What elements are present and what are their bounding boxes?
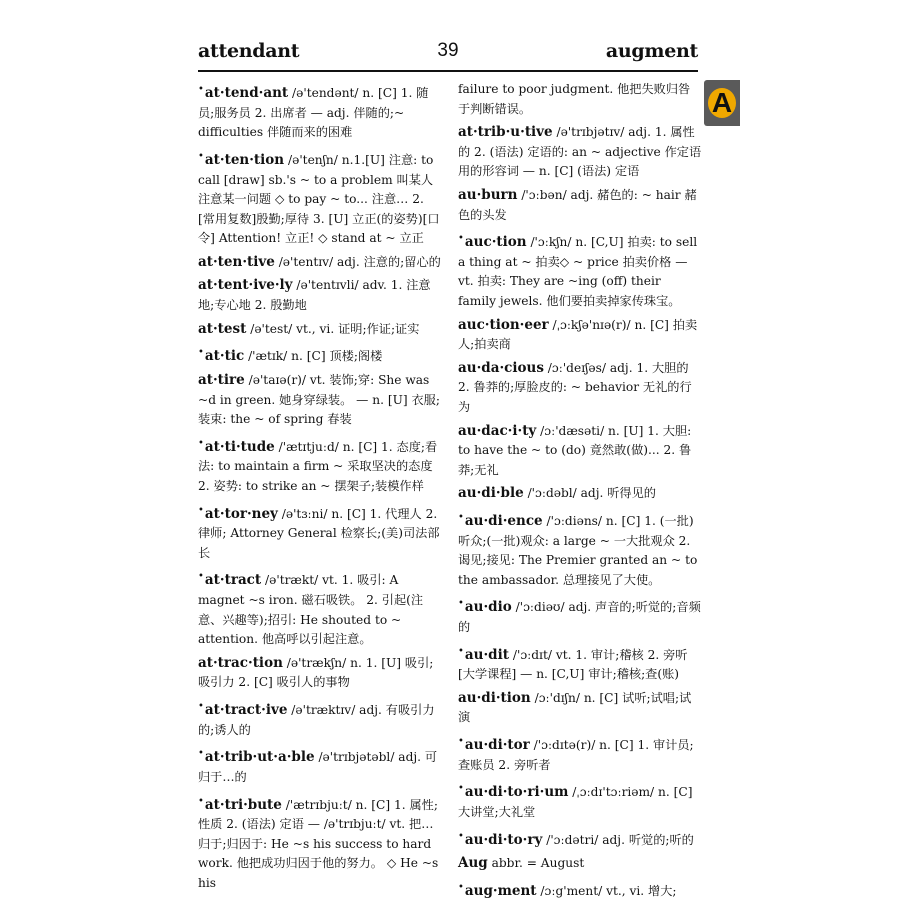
page-header (198, 40, 698, 72)
frequency-mark: • (198, 504, 204, 516)
entry-headword: au·di·tion (458, 689, 531, 706)
entry-definition: /ə'trækʃn/ n. 1. [U] 吸引;吸引力 2. [C] 吸引人的事物 (198, 655, 434, 690)
entry-headword: au·burn (458, 186, 518, 203)
dictionary-entry (458, 508, 702, 590)
entry-definition: /ə'tɜːni/ n. [C] 1. 代理人 2. 律师; Attorney General 检察长;(美)司法部长 (198, 506, 440, 560)
dictionary-entry (458, 779, 702, 822)
dictionary-entry (198, 371, 442, 430)
entry-headword: au·dio (464, 599, 512, 616)
dictionary-entry (198, 320, 442, 340)
entry-headword: at·tor·ney (204, 505, 278, 522)
entry-headword: at·tract (204, 572, 262, 589)
thumb-index-tab (704, 80, 740, 126)
entry-headword: at·tire (198, 371, 245, 388)
entry-headword: auc·tion (464, 234, 527, 251)
entry-headword: at·tic (204, 348, 245, 365)
dictionary-entry (198, 654, 442, 693)
entry-definition: /'ætrɪbjuːt/ n. [C] 1. 属性;性质 2. (语法) 定语 — /ə'trɪbjuːt/ vt. 把…归于;归因于: He ~s his success to hard work. 他把成功归因于他的努力。 ◇ He ~s his (198, 797, 439, 890)
dictionary-entry (198, 567, 442, 649)
dictionary-entry (458, 689, 702, 728)
frequency-mark: • (458, 598, 464, 610)
entry-definition: /ə'tentɪv/ adj. 注意的;留心的 (278, 254, 441, 269)
right-column (458, 80, 702, 900)
dictionary-entry (458, 878, 702, 900)
entry-definition: /ɔː'dæsəti/ n. [U] 1. 大胆: to have the ~ to (do) 竟然敢(做)... 2. 鲁莽;无礼 (458, 423, 692, 477)
frequency-mark: • (458, 736, 464, 748)
entry-definition: /ə'test/ vt., vi. 证明;作证;证实 (250, 321, 420, 336)
entry-definition: /ə'træktɪv/ adj. 有吸引力的;诱人的 (198, 703, 435, 737)
entry-definition: /ɔː'dɪʃn/ n. [C] 试听;试唱;试演 (458, 690, 692, 725)
dictionary-entry (198, 343, 442, 367)
entry-definition: /ə'tenʃn/ n.1.[U] 注意: to call [draw] sb.'s ~ to a problem 叫某人注意某一问题 ◇ to pay ~ to... 注意… 2. [常用复数]殷勤;厚待 3. [U] 立正(的姿势)[口令] Attention! 立正! ◇ stand at ~ 立正 (198, 152, 440, 246)
entry-headword: at·test (198, 320, 247, 337)
entry-headword: au·di·to·ri·um (464, 784, 569, 801)
entry-definition: /'ɔːkʃn/ n. [C,U] 拍卖: to sell a thing at ~ 拍卖◇ ~ price 拍卖价格 — vt. 拍卖: They are ~ing (off) their family jewels. 他们要拍卖掉家传珠宝。 (458, 235, 698, 308)
frequency-mark: • (198, 795, 204, 807)
entry-definition: /'ætɪk/ n. [C] 顶楼;阁楼 (248, 349, 383, 364)
entry-headword: at·tent·ive·ly (198, 277, 293, 294)
thumb-index-letter: A (708, 88, 736, 118)
entry-definition: /'ɔːdiəns/ n. [C] 1. (一批)听众;(一批)观众: a large ~ 一大批观众 2. 谒见;接见: The Premier granted an ~ to the ambassador. 总理接见了大使。 (458, 514, 698, 587)
entry-headword: au·di·ence (464, 513, 543, 529)
entry-headword: Aug (458, 855, 488, 872)
dictionary-entry (458, 422, 702, 481)
frequency-mark: • (458, 511, 464, 523)
dictionary-entry (458, 186, 702, 225)
entry-headword: auc·tion·eer (458, 316, 549, 333)
entry-headword: at·ten·tive (198, 253, 275, 270)
dictionary-entry (458, 316, 702, 355)
right-guide-word: augment (605, 40, 698, 62)
dictionary-entry (198, 434, 442, 497)
dictionary-entry (458, 123, 702, 182)
entry-headword: au·di·to·ry (464, 831, 543, 848)
entry-definition: /'ɔːdətri/ adj. 听觉的;听的 (546, 832, 694, 847)
frequency-mark: • (458, 830, 464, 842)
entry-headword: at·tend·ant (204, 85, 289, 102)
dictionary-entry (198, 80, 442, 143)
entry-definition: /'ɔːdəbl/ adj. 听得见的 (527, 486, 656, 501)
dictionary-entry (458, 827, 702, 851)
frequency-mark: • (198, 347, 204, 359)
entry-definition: failure to poor judgment. 他把失败归咎于判断错误。 (458, 82, 691, 116)
dictionary-entry (458, 732, 702, 775)
dictionary-entry (198, 253, 442, 273)
frequency-mark: • (458, 645, 464, 657)
frequency-mark: • (198, 701, 204, 712)
dictionary-entry (198, 697, 442, 740)
dictionary-entry (198, 501, 442, 564)
entry-definition: /ə'trɪbjətəbl/ adj. 可归于…的 (198, 750, 438, 784)
entry-definition: /ə'tendənt/ n. [C] 1. 随员;服务员 2. 出席者 — adj. 伴随的;~ difficulties 伴随而来的困难 (198, 86, 429, 140)
entry-definition: /'ɔːdɪtə(r)/ n. [C] 1. 审计员;查账员 2. 旁听者 (458, 738, 694, 772)
entry-headword: au·dac·i·ty (458, 422, 537, 439)
entry-definition: /ɔː'deɪʃəs/ adj. 1. 大胆的 2. 鲁莽的;厚脸皮的: ~ behavior 无礼的行为 (458, 360, 692, 414)
entry-definition: /ɔːg'ment/ vt., vi. 增大; (540, 883, 677, 898)
entry-headword: au·di·ble (458, 485, 524, 502)
entry-headword: au·dit (464, 646, 509, 663)
frequency-mark: • (198, 571, 204, 583)
dictionary-entry (458, 594, 702, 637)
dictionary-entry (198, 276, 442, 315)
entry-headword: at·trib·ut·a·ble (204, 749, 315, 766)
entry-definition: /'ɔːdɪt/ vt. 1. 审计;稽核 2. 旁听[大学课程] — n. [C,U] 审计;稽核;查(账) (458, 647, 688, 682)
dictionary-entry (458, 229, 702, 311)
entry-definition: /ə'taɪə(r)/ vt. 装饰;穿: She was ~d in green. 她身穿绿装。 — n. [U] 衣服;装束: the ~ of spring 春装 (198, 372, 440, 427)
dictionary-entry (198, 792, 442, 894)
frequency-mark: • (198, 150, 204, 162)
entry-definition: /'ɔːdiəʊ/ adj. 声音的;听觉的;音频的 (458, 600, 701, 635)
entry-headword: at·trib·u·tive (458, 124, 553, 141)
dictionary-entry (458, 854, 702, 874)
entry-headword: at·ten·tion (204, 151, 285, 168)
entry-headword: at·trac·tion (198, 654, 283, 671)
dictionary-entry (458, 359, 702, 418)
entry-headword: at·tri·bute (204, 796, 282, 813)
entry-definition: /ə'trɪbjətɪv/ adj. 1. 属性的 2. (语法) 定语的: an ~ adjective 作定语用的形容词 — n. [C] (语法) 定语 (458, 125, 702, 179)
frequency-mark: • (458, 881, 464, 893)
dictionary-entry (198, 744, 442, 787)
entry-headword: at·ti·tude (204, 438, 275, 455)
entry-definition: /ə'trækt/ vt. 1. 吸引: A magnet ~s iron. 磁石吸铁。 2. 引起(注意、兴趣等);招引: He shouted to ~ attention. 他高呼以引起注意。 (198, 573, 424, 647)
entry-headword: at·tract·ive (204, 702, 288, 719)
frequency-mark: • (198, 437, 204, 449)
dictionary-entry (458, 484, 702, 504)
entry-headword: au·di·tor (464, 737, 530, 754)
dictionary-entry (458, 80, 702, 119)
entry-definition: /'ætɪtjuːd/ n. [C] 1. 态度;看法: to maintain a firm ~ 采取坚决的态度 2. 姿势: to strike an ~ 摆架子;装模作样 (198, 439, 438, 493)
entry-definition: /'ɔːbən/ adj. 赭色的: ~ hair 赭色的头发 (458, 187, 697, 222)
dictionary-entry (458, 642, 702, 685)
dictionary-entry (198, 147, 442, 249)
frequency-mark: • (198, 748, 204, 760)
entry-headword: au·da·cious (458, 359, 544, 376)
entry-headword: aug·ment (464, 882, 537, 899)
frequency-mark: • (198, 84, 204, 95)
entry-definition: abbr. = August (491, 856, 585, 871)
entry-definition: /ˌɔːkʃə'nɪə(r)/ n. [C] 拍卖人;拍卖商 (458, 317, 698, 352)
left-guide-word: attendant (198, 40, 300, 62)
entry-definition: /ə'tentɪvli/ adv. 1. 注意地;专心地 2. 殷勤地 (198, 278, 431, 313)
page-number: 39 (437, 40, 459, 61)
left-column (198, 80, 442, 898)
entry-definition: /ˌɔːdɪ'tɔːriəm/ n. [C] 大讲堂;大礼堂 (458, 785, 693, 819)
frequency-mark: • (458, 233, 464, 245)
frequency-mark: • (458, 783, 464, 795)
